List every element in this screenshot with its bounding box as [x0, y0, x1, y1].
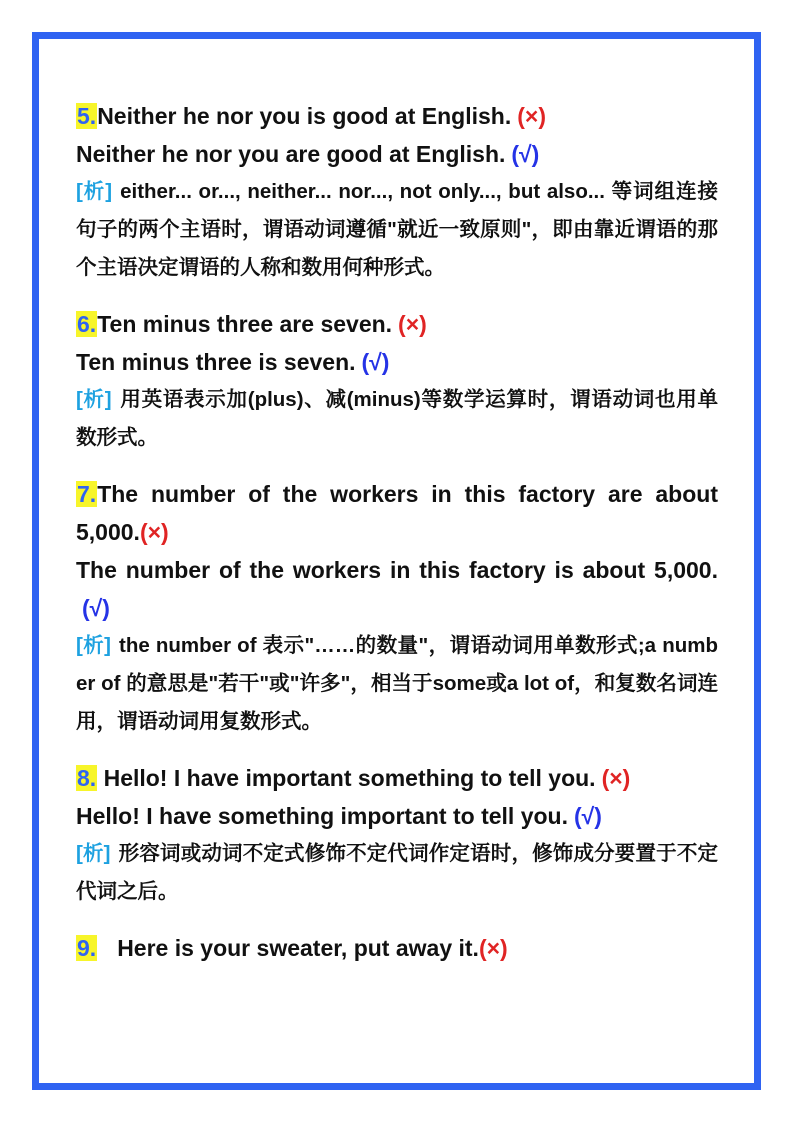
wrong-sentence-line — [76, 759, 718, 797]
item-6 — [76, 305, 718, 457]
wrong-sentence: Hello! I have important something to tell you. — [103, 765, 596, 791]
analysis-note — [76, 627, 718, 741]
analysis-note — [76, 173, 718, 287]
wrong-sentence: Neither he nor you is good at English. — [97, 103, 512, 129]
analysis-note — [76, 381, 718, 457]
wrong-sentence-line — [76, 929, 718, 967]
document-content — [76, 97, 718, 985]
item-number: 6. — [77, 311, 97, 337]
item-number: 8. — [77, 765, 97, 791]
correct-mark: (√) — [573, 803, 602, 829]
item-9 — [76, 929, 718, 967]
wrong-sentence-line — [76, 305, 718, 343]
analysis-tag: [析] — [76, 180, 113, 203]
wrong-sentence: Ten minus three are seven. — [97, 311, 393, 337]
correct-sentence-line — [76, 135, 718, 173]
analysis-tag: [析] — [76, 842, 111, 865]
wrong-mark: (×) — [478, 935, 508, 961]
analysis-text: 用英语表示加(plus)、减(minus)等数学运算时，谓语动词也用单数形式。 — [76, 388, 718, 449]
item-7 — [76, 475, 718, 741]
wrong-sentence: The number of the workers in this factory are about 5,000. — [76, 481, 718, 545]
correct-sentence-line — [76, 797, 718, 835]
correct-sentence: The number of the workers in this factory is about 5,000. — [76, 557, 718, 583]
correct-mark: (√) — [82, 595, 110, 621]
wrong-mark: (×) — [398, 311, 427, 337]
analysis-text: 形容词或动词不定式修饰不定代词作定语时，修饰成分要置于不定代词之后。 — [76, 842, 718, 903]
analysis-text: the number of 表示"……的数量"，谓语动词用单数形式;a number of 的意思是"若干"或"许多"，相当于some或a lot of，和复数名词连用，谓语动词用复数形式。 — [76, 634, 719, 733]
correct-mark: (√) — [511, 141, 540, 167]
analysis-note — [76, 835, 718, 911]
wrong-sentence: Here is your sweater, put away it. — [117, 935, 479, 961]
correct-sentence-line — [76, 551, 718, 627]
analysis-tag: [析] — [76, 388, 112, 411]
item-number: 9. — [77, 935, 97, 961]
wrong-sentence-line — [76, 475, 718, 551]
correct-sentence-line — [76, 343, 718, 381]
item-number: 5. — [77, 103, 97, 129]
item-5 — [76, 97, 718, 287]
correct-mark: (√) — [361, 349, 390, 375]
correct-sentence: Hello! I have something important to tell you. — [76, 803, 568, 829]
analysis-tag: [析] — [76, 634, 112, 657]
analysis-text: either... or..., neither... nor..., not only..., but also... 等词组连接句子的两个主语时，谓语动词遵循"就近一致原则"，即由靠近谓语的那个主语决定谓语的人称和数用何种形式。 — [76, 180, 718, 279]
correct-sentence: Ten minus three is seven. — [76, 349, 356, 375]
wrong-mark: (×) — [601, 765, 631, 791]
correct-sentence: Neither he nor you are good at English. — [76, 141, 506, 167]
item-number: 7. — [77, 481, 97, 507]
wrong-mark: (×) — [139, 519, 169, 545]
wrong-mark: (×) — [517, 103, 546, 129]
item-8 — [76, 759, 718, 911]
wrong-sentence-line — [76, 97, 718, 135]
